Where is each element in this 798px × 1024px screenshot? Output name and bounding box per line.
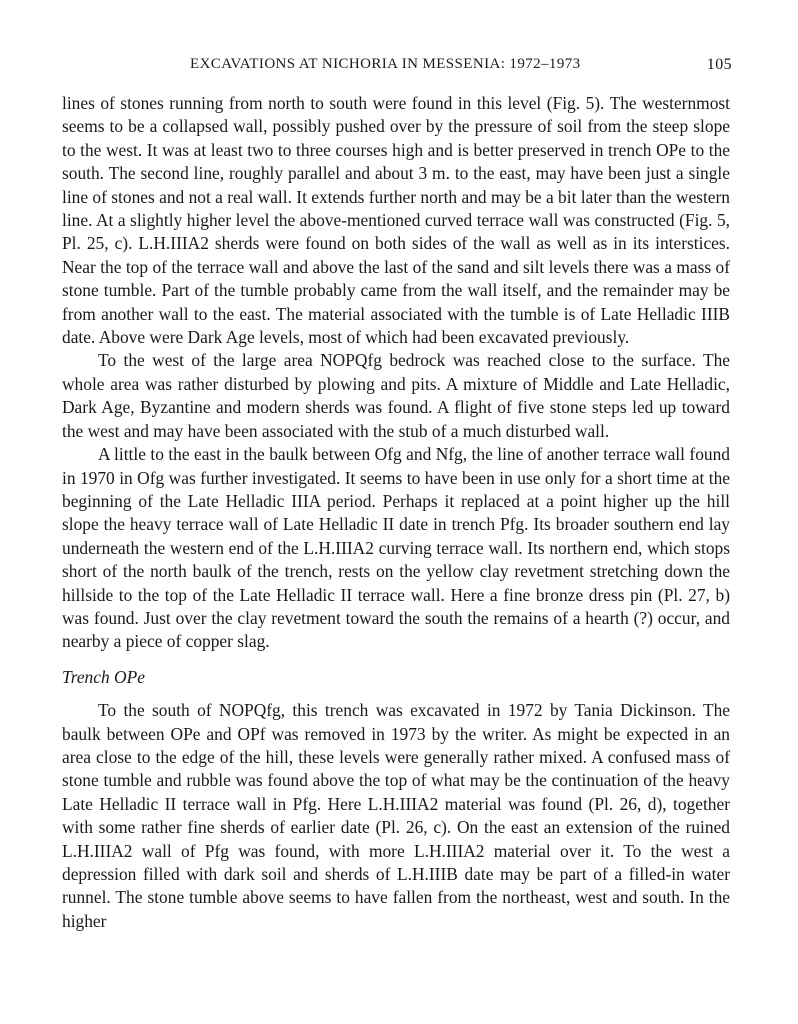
section-heading-trench-ope: Trench OPe	[62, 666, 145, 687]
paragraph-continued: lines of stones running from north to south were found in this level (Fig. 5). The westernmost seems to be a collapsed wall, possibly pushed over by the pressure of soil from the steep slope to the west. It was at least two to three courses high and is better preserved in trench OPe to the south. The second line, roughly parallel and about 3 m. to the east, may have been just a single line of stones and not a real wall. It extends further north and may be a bit later than the western line. At a slightly higher level the above-mentioned curved terrace wall was constructed (Fig. 5, Pl. 25, c). L.H.IIIA2 sherds were found on both sides of the wall as well as in its interstices. Near the top of the terrace wall and above the last of the sand and silt levels there was a mass of stone tumble. Part of the tumble probably came from the wall itself, and the remainder may be from another wall to the east. The material associated with the tumble is of Late Helladic IIIB date. Above were Dark Age levels, most of which had been excavated previously.	[62, 93, 730, 348]
body-text	[62, 92, 730, 933]
paragraph-trench-ope: To the south of NOPQfg, this trench was excavated in 1972 by Tania Dickinson. The baulk between OPe and OPf was removed in 1973 by the writer. As might be expected in an area close to the edge of the hill, these levels were generally rather mixed. A confused mass of stone tumble and rubble was found above the top of what may be the continuation of the heavy Late Helladic II terrace wall in Pfg. Here L.H.IIIA2 material was found (Pl. 26, d), together with some rather fine sherds of earlier date (Pl. 26, c). On the east an extension of the ruined L.H.IIIA2 wall of Pfg was found, with more L.H.IIIA2 material over it. To the west a depression filled with dark soil and sherds of L.H.IIIB date may be part of a filled-in water runnel. The stone tumble above seems to have fallen from the northeast, west and south. In the higher	[62, 700, 730, 931]
running-header	[62, 52, 730, 78]
paragraph-east-baulk: A little to the east in the baulk between Ofg and Nfg, the line of another terrace wall found in 1970 in Ofg was further investigated. It seems to have been in use only for a short time at the beginning of the Late Helladic IIIA period. Perhaps it replaced at a point higher up the hill slope the heavy terrace wall of Late Helladic II date in trench Pfg. Its broader southern end lay underneath the western end of the L.H.IIIA2 curving terrace wall. Its northern end, which stops short of the north baulk of the trench, rests on the yellow clay revetment stretching down the hillside to the top of the Late Helladic II terrace wall. Here a fine bronze dress pin (Pl. 27, b) was found. Just over the clay revetment toward the south the remains of a hearth (?) occur, and nearby a piece of copper slag.	[62, 444, 730, 652]
page	[62, 52, 730, 933]
page-number: 105	[706, 56, 732, 73]
paragraph-west-area: To the west of the large area NOPQfg bedrock was reached close to the surface. The whole area was rather disturbed by plowing and pits. A mixture of Middle and Late Helladic, Dark Age, Byzantine and modern sherds was found. A flight of five stone steps led up toward the west and may have been associated with the stub of a much disturbed wall.	[62, 350, 730, 441]
running-title: EXCAVATIONS AT NICHORIA IN MESSENIA: 1972–1973	[190, 56, 581, 72]
